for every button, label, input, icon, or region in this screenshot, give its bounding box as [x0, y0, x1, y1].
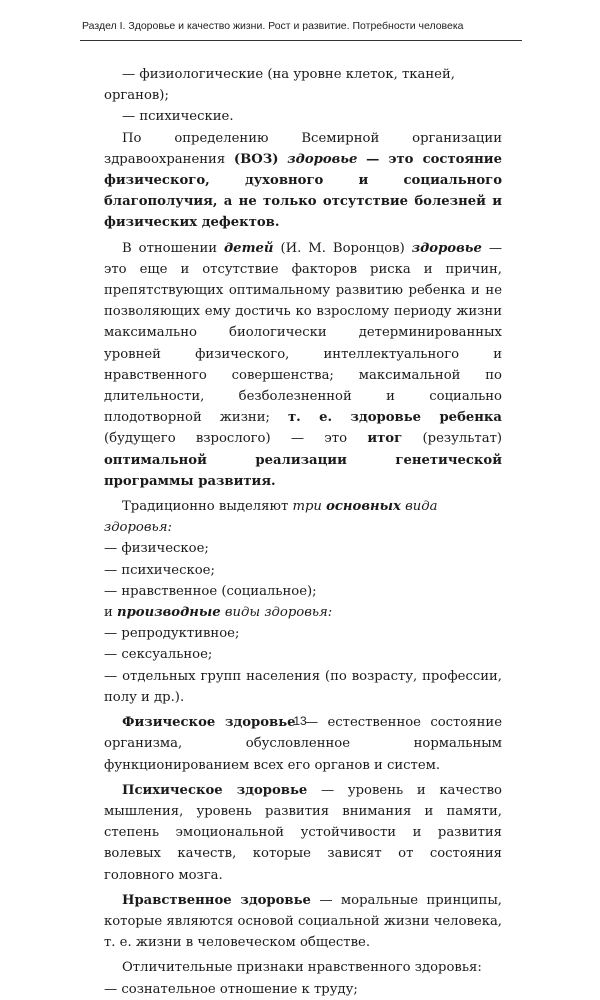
- list-item: — нравственное (социальное);: [104, 583, 317, 599]
- page-body: [104, 64, 502, 1000]
- list-item: — сознательное отношение к труду;: [104, 981, 358, 997]
- running-header: Раздел I. Здоровье и качество жизни. Рост и развитие. Потребности человека: [82, 20, 464, 32]
- paragraph-derived-types: и производные виды здоровья:: [104, 605, 333, 621]
- paragraph-children-health: В отношении детей (И. М. Воронцов) здоровье — это еще и отсутствие факторов риска и причин, препятствующих оптимальному развитию ребенка и не позволяющих ему достичь ко взрослому периоду жизни максимально биологически детерминированных уровней физического, интеллектуального и нравственного совершенства; максимальной по длительности, безболезненной и социально плодотворной жизни; т. е. здоровье ребенка (будущего взрослого) — это итог (результат) оптимальной реализации генетической программы развития.: [104, 240, 503, 489]
- list-item: — сексуальное;: [104, 647, 213, 663]
- list-item: — психические.: [122, 109, 234, 125]
- paragraph-mental-health: Психическое здоровье — уровень и качество мышления, уровень развития внимания и памяти, степень эмоциональной устойчивости и развития волевых качеств, которые зависят от состояния головного мозга.: [104, 782, 502, 883]
- paragraph-who-definition: По определению Всемирной организации здравоохранения (ВОЗ) здоровье — это состояние физического, духовного и социального благополучия, а не только отсутствие болезней и физических дефектов.: [104, 130, 502, 231]
- list-item: — отдельных групп населения (по возрасту, профессии, полу и др.).: [104, 668, 502, 705]
- paragraph-moral-health: Нравственное здоровье — моральные принципы, которые являются основой социальной жизни человека, т. е. жизни в человеческом обществе.: [104, 892, 503, 951]
- page-number: 13: [293, 714, 307, 728]
- list-item: — физиологические (на уровне клеток, тканей, органов);: [104, 67, 455, 104]
- header-rule: [80, 40, 522, 41]
- list-item: — физическое;: [104, 541, 209, 557]
- paragraph-physical-health: Физическое здоровье — естественное состояние организма, обусловленное нормальным функционированием всех его органов и систем.: [104, 715, 502, 773]
- paragraph-health-types: Традиционно выделяют три основных вида здоровья:: [104, 499, 438, 536]
- list-item: — психическое;: [104, 562, 215, 578]
- list-item: — репродуктивное;: [104, 626, 240, 642]
- paragraph-moral-signs: Отличительные признаки нравственного здоровья:: [122, 960, 482, 976]
